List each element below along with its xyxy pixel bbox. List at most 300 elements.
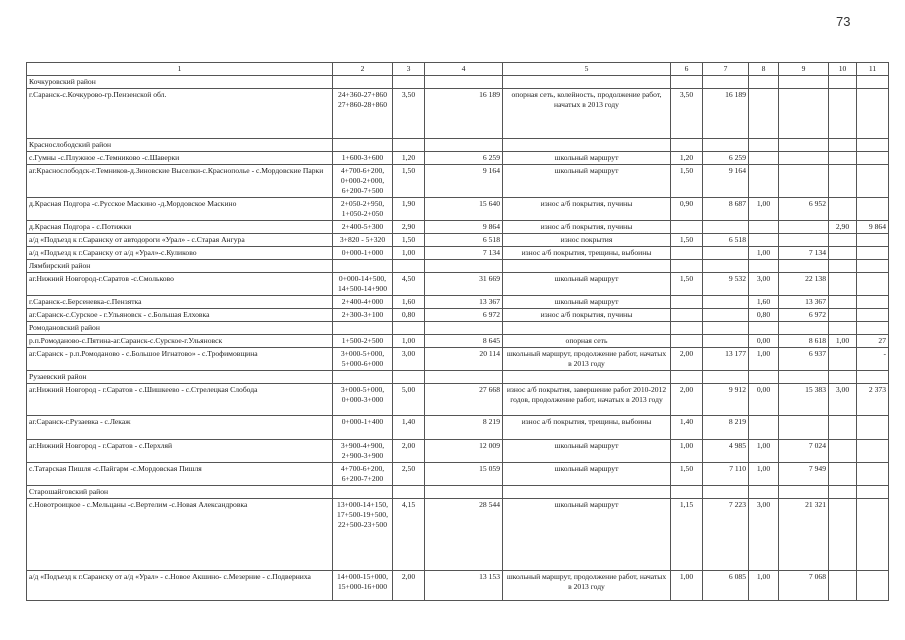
empty-cell: [425, 139, 503, 152]
cost-2014-cell: [703, 247, 749, 260]
length-2016-cell: [829, 440, 857, 463]
column-number-cell: 8: [749, 63, 779, 76]
length-2015-cell: [749, 221, 779, 234]
empty-cell: [425, 260, 503, 273]
cell-line: 13+000-14+150,: [337, 500, 388, 509]
cost-cell: 16 189: [425, 89, 503, 139]
empty-cell: [333, 139, 393, 152]
length-2015-cell: 1,00: [749, 440, 779, 463]
length-2016-cell: [829, 152, 857, 165]
cost-2014-cell: [703, 309, 749, 322]
length-cell: 2,90: [393, 221, 425, 234]
district-header-row: [27, 260, 889, 273]
empty-cell: [671, 371, 703, 384]
road-row: [27, 335, 889, 348]
empty-cell: [779, 322, 829, 335]
length-2015-cell: 3,00: [749, 273, 779, 296]
cost-cell: 8 645: [425, 335, 503, 348]
cell-line: 0+000-3+000: [341, 395, 384, 404]
road-name-cell: а/д «Подъезд к г.Саранску от а/д «Урал»-с.Куликово: [27, 247, 333, 260]
length-cell: 2,00: [393, 440, 425, 463]
empty-cell: [333, 486, 393, 499]
cost-cell: 13 153: [425, 571, 503, 601]
road-row: [27, 198, 889, 221]
cost-2015-cell: 13 367: [779, 296, 829, 309]
table-body: [27, 63, 889, 601]
length-cell: 1,40: [393, 416, 425, 440]
length-cell: 1,00: [393, 335, 425, 348]
empty-cell: [503, 139, 671, 152]
length-cell: 3,00: [393, 348, 425, 371]
work-type-cell: износ покрытия: [503, 234, 671, 247]
length-2016-cell: [829, 499, 857, 571]
km-range-cell: [333, 499, 393, 571]
km-range-cell: 1+600-3+600: [333, 152, 393, 165]
work-type-cell: школьный маршрут: [503, 152, 671, 165]
length-2015-cell: 1,00: [749, 247, 779, 260]
empty-cell: [857, 76, 889, 89]
empty-cell: [779, 486, 829, 499]
length-2014-cell: 1,15: [671, 499, 703, 571]
empty-cell: [503, 322, 671, 335]
cost-2016-cell: [857, 309, 889, 322]
column-number-cell: 4: [425, 63, 503, 76]
length-2016-cell: [829, 296, 857, 309]
cell-line: 3+900-4+900,: [340, 441, 385, 450]
km-range-cell: [333, 463, 393, 486]
empty-cell: [829, 322, 857, 335]
length-2015-cell: 1,00: [749, 348, 779, 371]
cost-2016-cell: 9 864: [857, 221, 889, 234]
column-number-cell: 11: [857, 63, 889, 76]
road-name-cell: аг.Нижний Новгород-г.Саратов -с.Смольково: [27, 273, 333, 296]
length-2015-cell: [749, 152, 779, 165]
empty-cell: [857, 371, 889, 384]
cost-2015-cell: 6 952: [779, 198, 829, 221]
cost-cell: 20 114: [425, 348, 503, 371]
length-2015-cell: 0,00: [749, 384, 779, 416]
cost-2015-cell: [779, 152, 829, 165]
length-2015-cell: 0,80: [749, 309, 779, 322]
empty-cell: [425, 371, 503, 384]
length-2016-cell: [829, 416, 857, 440]
cost-2014-cell: 4 985: [703, 440, 749, 463]
work-type-cell: школьный маршрут: [503, 440, 671, 463]
empty-cell: [749, 322, 779, 335]
cost-cell: 6 259: [425, 152, 503, 165]
road-row: [27, 416, 889, 440]
empty-cell: [393, 76, 425, 89]
length-2014-cell: [671, 335, 703, 348]
road-name-cell: г.Саранск-с.Берсеневка-с.Пензятка: [27, 296, 333, 309]
cost-2015-cell: 22 138: [779, 273, 829, 296]
km-range-cell: [333, 165, 393, 198]
cost-2016-cell: [857, 247, 889, 260]
km-range-cell: 3+820 - 5+320: [333, 234, 393, 247]
cell-line: 15+000-16+000: [337, 582, 388, 591]
length-2014-cell: 1,00: [671, 440, 703, 463]
length-2014-cell: 1,50: [671, 234, 703, 247]
cost-cell: 7 134: [425, 247, 503, 260]
empty-cell: [703, 371, 749, 384]
cell-line: 3+000-5+000,: [340, 349, 385, 358]
length-cell: 3,50: [393, 89, 425, 139]
district-name-cell: Ромодановский район: [27, 322, 333, 335]
empty-cell: [749, 139, 779, 152]
work-type-cell: школьный маршрут: [503, 273, 671, 296]
work-type-cell: опорная сеть, колейность, продолжение работ, начатых в 2013 году: [503, 89, 671, 139]
cell-line: 2+900-3+900: [341, 451, 384, 460]
empty-cell: [333, 76, 393, 89]
road-row: [27, 165, 889, 198]
cost-2015-cell: 7 134: [779, 247, 829, 260]
cell-line: 14+000-15+000,: [337, 572, 388, 581]
empty-cell: [425, 322, 503, 335]
cell-line: 22+500-23+500: [337, 520, 388, 529]
cell-line: 17+500-19+500,: [337, 510, 388, 519]
length-cell: 0,80: [393, 309, 425, 322]
column-number-cell: 6: [671, 63, 703, 76]
cell-line: 0+000-2+000,: [340, 176, 385, 185]
cost-2014-cell: 7 223: [703, 499, 749, 571]
road-row: [27, 273, 889, 296]
cell-line: 6+200-7+200: [341, 474, 384, 483]
road-name-cell: аг.Нижний Новгород - г.Саратов - с.Перхляй: [27, 440, 333, 463]
length-2014-cell: [671, 296, 703, 309]
road-row: [27, 152, 889, 165]
road-name-cell: с.Татарская Пишля -с.Пайгарм -с.Мордовская Пишля: [27, 463, 333, 486]
road-row: [27, 89, 889, 139]
cell-line: 3+000-5+000,: [340, 385, 385, 394]
empty-cell: [749, 371, 779, 384]
empty-cell: [503, 371, 671, 384]
length-2016-cell: 1,00: [829, 335, 857, 348]
cost-2016-cell: [857, 571, 889, 601]
district-header-row: [27, 371, 889, 384]
cost-2016-cell: -: [857, 348, 889, 371]
cost-2015-cell: [779, 416, 829, 440]
length-2015-cell: [749, 165, 779, 198]
km-range-cell: [333, 348, 393, 371]
work-type-cell: износ а/б покрытия, трещины, выбоины: [503, 247, 671, 260]
road-repair-table: [26, 62, 889, 601]
length-2014-cell: 2,00: [671, 348, 703, 371]
length-cell: 1,60: [393, 296, 425, 309]
work-type-cell: износ а/б покрытия, пучины: [503, 198, 671, 221]
column-number-cell: 3: [393, 63, 425, 76]
km-range-cell: 0+000-1+000: [333, 247, 393, 260]
length-2014-cell: 1,50: [671, 165, 703, 198]
empty-cell: [779, 260, 829, 273]
road-row: [27, 463, 889, 486]
cost-2016-cell: [857, 416, 889, 440]
column-number-cell: 7: [703, 63, 749, 76]
length-cell: 4,50: [393, 273, 425, 296]
empty-cell: [393, 486, 425, 499]
road-name-cell: аг.Саранск-с.Сурское - г.Ульяновск - с.Большая Елховка: [27, 309, 333, 322]
column-number-cell: 2: [333, 63, 393, 76]
length-2014-cell: 0,90: [671, 198, 703, 221]
cell-line: 0+000-14+500,: [338, 274, 387, 283]
cost-cell: 15 059: [425, 463, 503, 486]
work-type-cell: школьный маршрут: [503, 296, 671, 309]
cost-cell: 6 972: [425, 309, 503, 322]
road-name-cell: аг.Саранск - р.п.Ромоданово - с.Большое Игнатово» - с.Трофимовщина: [27, 348, 333, 371]
km-range-cell: [333, 571, 393, 601]
km-range-cell: 0+000-1+400: [333, 416, 393, 440]
length-2015-cell: 1,00: [749, 463, 779, 486]
cost-2016-cell: [857, 165, 889, 198]
length-cell: 5,00: [393, 384, 425, 416]
cost-2015-cell: 8 618: [779, 335, 829, 348]
length-2015-cell: [749, 234, 779, 247]
cost-2014-cell: 9 164: [703, 165, 749, 198]
empty-cell: [829, 486, 857, 499]
empty-cell: [779, 139, 829, 152]
empty-cell: [671, 322, 703, 335]
empty-cell: [393, 322, 425, 335]
cost-2016-cell: [857, 234, 889, 247]
cost-2016-cell: [857, 273, 889, 296]
cost-2015-cell: 7 024: [779, 440, 829, 463]
district-header-row: [27, 486, 889, 499]
empty-cell: [857, 139, 889, 152]
empty-cell: [779, 371, 829, 384]
district-header-row: [27, 76, 889, 89]
district-name-cell: Краснослободский район: [27, 139, 333, 152]
work-type-cell: износ а/б покрытия, пучины: [503, 309, 671, 322]
road-row: [27, 348, 889, 371]
empty-cell: [749, 76, 779, 89]
empty-cell: [703, 260, 749, 273]
length-2015-cell: 1,00: [749, 571, 779, 601]
km-range-cell: [333, 198, 393, 221]
empty-cell: [671, 76, 703, 89]
cost-2016-cell: 27: [857, 335, 889, 348]
empty-cell: [333, 322, 393, 335]
cost-2015-cell: 21 321: [779, 499, 829, 571]
empty-cell: [671, 139, 703, 152]
road-row: [27, 309, 889, 322]
cost-2014-cell: [703, 296, 749, 309]
road-name-cell: а/д «Подъезд к г.Саранску от автодороги «Урал» - с.Старая Ангура: [27, 234, 333, 247]
empty-cell: [503, 76, 671, 89]
cost-2015-cell: 15 383: [779, 384, 829, 416]
empty-cell: [829, 76, 857, 89]
cell-line: 14+500-14+900: [337, 284, 388, 293]
length-2014-cell: 2,00: [671, 384, 703, 416]
empty-cell: [503, 486, 671, 499]
work-type-cell: школьный маршрут, продолжение работ, начатых в 2013 году: [503, 348, 671, 371]
cost-cell: 28 544: [425, 499, 503, 571]
empty-cell: [829, 139, 857, 152]
empty-cell: [333, 371, 393, 384]
cost-2016-cell: [857, 89, 889, 139]
length-2014-cell: [671, 221, 703, 234]
length-cell: 1,00: [393, 247, 425, 260]
length-2016-cell: [829, 198, 857, 221]
road-name-cell: с.Новотроицкое - с.Мельцаны -с.Вертелим -с.Новая Александровка: [27, 499, 333, 571]
length-2014-cell: 1,40: [671, 416, 703, 440]
cost-cell: 31 669: [425, 273, 503, 296]
road-name-cell: г.Саранск-с.Кочкурово-гр.Пензенской обл.: [27, 89, 333, 139]
length-2015-cell: 3,00: [749, 499, 779, 571]
cost-2014-cell: 8 219: [703, 416, 749, 440]
cell-line: 2+050-2+950,: [340, 199, 385, 208]
cost-2016-cell: [857, 152, 889, 165]
district-name-cell: Старошайговский район: [27, 486, 333, 499]
cost-2016-cell: [857, 440, 889, 463]
empty-cell: [671, 486, 703, 499]
empty-cell: [857, 260, 889, 273]
district-header-row: [27, 322, 889, 335]
work-type-cell: износ а/б покрытия, трещины, выбоины: [503, 416, 671, 440]
length-cell: 4,15: [393, 499, 425, 571]
length-cell: 1,20: [393, 152, 425, 165]
cell-line: 5+000-6+000: [341, 359, 384, 368]
column-number-cell: 10: [829, 63, 857, 76]
work-type-cell: школьный маршрут: [503, 499, 671, 571]
length-cell: 2,00: [393, 571, 425, 601]
cost-2015-cell: 7 068: [779, 571, 829, 601]
length-2016-cell: [829, 463, 857, 486]
empty-cell: [671, 260, 703, 273]
km-range-cell: [333, 89, 393, 139]
length-2015-cell: [749, 89, 779, 139]
km-range-cell: 2+400-5+300: [333, 221, 393, 234]
cost-2016-cell: [857, 296, 889, 309]
page-number: 73: [836, 14, 851, 29]
km-range-cell: 2+400-4+000: [333, 296, 393, 309]
km-range-cell: 2+300-3+100: [333, 309, 393, 322]
length-2016-cell: [829, 348, 857, 371]
work-type-cell: износ а/б покрытия, завершение работ 2010-2012 годов, продолжение работ, начатых в 2013 году: [503, 384, 671, 416]
cost-2015-cell: [779, 89, 829, 139]
length-2016-cell: [829, 165, 857, 198]
column-number-row: [27, 63, 889, 76]
road-name-cell: р.п.Ромоданово-с.Пятина-аг.Саранск-с.Сурское-г.Ульяновск: [27, 335, 333, 348]
district-name-cell: Лямбирский район: [27, 260, 333, 273]
cost-2015-cell: 6 972: [779, 309, 829, 322]
cost-cell: 8 219: [425, 416, 503, 440]
length-2015-cell: 1,60: [749, 296, 779, 309]
length-cell: 2,50: [393, 463, 425, 486]
work-type-cell: школьный маршрут, продолжение работ, начатых в 2013 году: [503, 571, 671, 601]
cost-2015-cell: [779, 221, 829, 234]
empty-cell: [333, 260, 393, 273]
cost-2015-cell: [779, 165, 829, 198]
road-name-cell: д.Красная Подгора -с.Русское Маскино -д.Мордовское Маскино: [27, 198, 333, 221]
district-name-cell: Рузаевский район: [27, 371, 333, 384]
cost-cell: 27 668: [425, 384, 503, 416]
road-row: [27, 296, 889, 309]
length-2016-cell: [829, 234, 857, 247]
cell-line: 4+700-6+200,: [340, 464, 385, 473]
empty-cell: [749, 486, 779, 499]
length-2015-cell: [749, 416, 779, 440]
cost-2016-cell: [857, 463, 889, 486]
cost-2014-cell: 9 912: [703, 384, 749, 416]
district-name-cell: Кочкуровский район: [27, 76, 333, 89]
cost-2014-cell: [703, 221, 749, 234]
road-name-cell: аг.Нижний Новгород - г.Саратов - с.Шишкеево - с.Стрелецкая Слобода: [27, 384, 333, 416]
empty-cell: [829, 260, 857, 273]
cost-cell: 13 367: [425, 296, 503, 309]
cell-line: 24+360-27+860: [337, 90, 388, 99]
cost-cell: 9 864: [425, 221, 503, 234]
empty-cell: [779, 76, 829, 89]
length-2015-cell: 1,00: [749, 198, 779, 221]
empty-cell: [703, 76, 749, 89]
column-number-cell: 9: [779, 63, 829, 76]
road-name-cell: д.Красная Подгора - с.Потижки: [27, 221, 333, 234]
cost-2016-cell: [857, 198, 889, 221]
cost-cell: 15 640: [425, 198, 503, 221]
km-range-cell: [333, 440, 393, 463]
length-2016-cell: [829, 309, 857, 322]
length-2016-cell: 2,90: [829, 221, 857, 234]
cost-2016-cell: [857, 499, 889, 571]
cell-line: 1+050-2+050: [341, 209, 384, 218]
length-2014-cell: [671, 309, 703, 322]
cost-2016-cell: 2 373: [857, 384, 889, 416]
district-header-row: [27, 139, 889, 152]
road-row: [27, 384, 889, 416]
cost-2014-cell: 13 177: [703, 348, 749, 371]
work-type-cell: школьный маршрут: [503, 165, 671, 198]
empty-cell: [703, 139, 749, 152]
cost-cell: 12 009: [425, 440, 503, 463]
empty-cell: [703, 322, 749, 335]
length-2014-cell: 1,50: [671, 273, 703, 296]
work-type-cell: опорная сеть: [503, 335, 671, 348]
empty-cell: [749, 260, 779, 273]
cost-2014-cell: 6 259: [703, 152, 749, 165]
cost-2015-cell: 7 949: [779, 463, 829, 486]
empty-cell: [857, 486, 889, 499]
cost-2014-cell: 7 110: [703, 463, 749, 486]
cost-2014-cell: 6 085: [703, 571, 749, 601]
length-2016-cell: 3,00: [829, 384, 857, 416]
length-2016-cell: [829, 273, 857, 296]
length-cell: 1,50: [393, 165, 425, 198]
road-row: [27, 571, 889, 601]
length-2016-cell: [829, 247, 857, 260]
empty-cell: [503, 260, 671, 273]
km-range-cell: [333, 384, 393, 416]
length-cell: 1,50: [393, 234, 425, 247]
road-row: [27, 440, 889, 463]
empty-cell: [393, 139, 425, 152]
cost-2014-cell: 16 189: [703, 89, 749, 139]
cost-2014-cell: [703, 335, 749, 348]
road-name-cell: аг.Саранск-г.Рузаевка - с.Лекаж: [27, 416, 333, 440]
road-name-cell: с.Гумны -с.Плужное -с.Темниково -с.Шаверки: [27, 152, 333, 165]
cell-line: 27+860-28+860: [337, 100, 388, 109]
cell-line: 4+700-6+200,: [340, 166, 385, 175]
column-number-cell: 5: [503, 63, 671, 76]
road-name-cell: а/д «Подъезд к г.Саранску от а/д «Урал» - с.Новое Акшино- с.Мезерние - с.Подверниха: [27, 571, 333, 601]
empty-cell: [703, 486, 749, 499]
length-2015-cell: 0,00: [749, 335, 779, 348]
empty-cell: [829, 371, 857, 384]
length-2014-cell: 3,50: [671, 89, 703, 139]
empty-cell: [425, 486, 503, 499]
length-2014-cell: [671, 247, 703, 260]
length-2016-cell: [829, 571, 857, 601]
cost-cell: 9 164: [425, 165, 503, 198]
length-cell: 1,90: [393, 198, 425, 221]
